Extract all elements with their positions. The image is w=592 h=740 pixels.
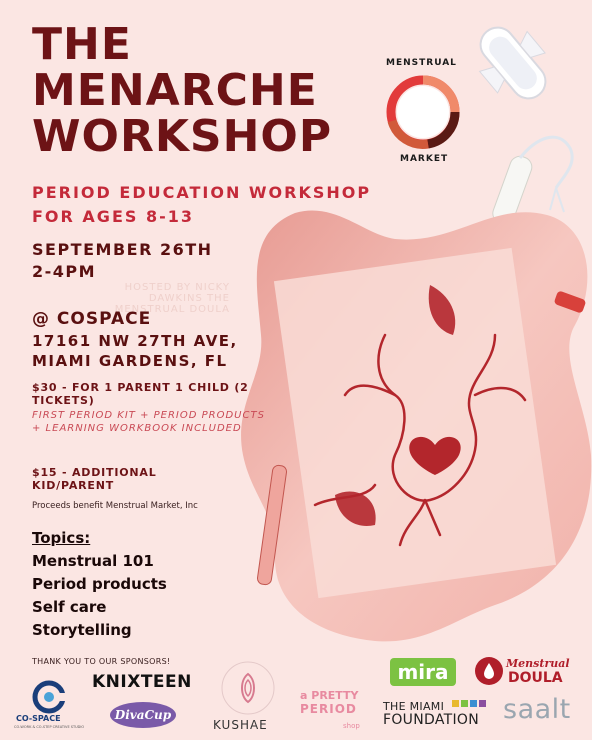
address-line-1: 17161 NW 27TH AVE,: [32, 332, 238, 350]
logo-badge-bottom: MARKET: [400, 154, 449, 164]
sponsors-heading: THANK YOU TO OUR SPONSORS!: [32, 657, 171, 666]
subtitle-line-2: FOR AGES 8-13: [32, 207, 194, 226]
sponsor-pretty-period-line-2: PERIOD: [300, 702, 357, 716]
list-item: Period products: [32, 575, 167, 593]
sponsor-pretty-period-line-1: a PRETTY: [300, 689, 359, 702]
sponsor-menstrual-doula-line-2: DOULA: [508, 670, 563, 686]
address: [32, 331, 238, 371]
event-date: SEPTEMBER 26TH: [32, 240, 213, 259]
topics-list: [32, 550, 167, 642]
list-item: Storytelling: [32, 621, 132, 639]
menstrual-market-logo: [378, 55, 468, 170]
topics-heading: Topics:: [32, 529, 91, 547]
subtitle-line-1: PERIOD EDUCATION WORKSHOP: [32, 183, 372, 202]
miami-foundation-squares-icon: [452, 700, 486, 710]
sponsor-mira: mira: [390, 658, 456, 686]
host-credit: HOSTED BY NICKY DAWKINS THE MENSTRUAL DOULA: [114, 282, 230, 315]
price-option-1: $30 - FOR 1 PARENT 1 CHILD (2 TICKETS): [32, 381, 249, 407]
sponsor-knixteen: KNIXTEEN: [92, 672, 192, 692]
sponsor-menstrual-doula-line-1: Menstrual: [506, 657, 570, 670]
workshop-photo: [225, 205, 592, 645]
title-line-1: THE: [32, 19, 132, 70]
sponsor-kushae: KUSHAE: [213, 718, 268, 732]
page-title: [32, 19, 333, 162]
sponsor-miami-foundation-line-1: THE MIAMI: [383, 700, 445, 713]
kushae-logo-icon: [220, 660, 276, 716]
sponsor-cospace-tagline: CO-WORK & CO-STEP CREATIVE STUDIO: [14, 725, 85, 729]
sponsor-divacup: DivaCup: [110, 702, 176, 728]
proceeds-note: Proceeds benefit Menstrual Market, Inc: [32, 501, 198, 511]
menstrual-doula-logo-icon: [474, 656, 504, 686]
sponsor-miami-foundation-line-2: FOUNDATION: [383, 712, 479, 728]
event-time: 2-4PM: [32, 262, 97, 281]
list-item: Menstrual 101: [32, 552, 154, 570]
list-item: Self care: [32, 598, 107, 616]
sponsor-pretty-period-line-3: shop: [343, 722, 360, 730]
sponsor-saalt: saalt: [503, 694, 571, 725]
title-line-2: MENARCHE: [32, 65, 318, 116]
cospace-logo-icon: [32, 680, 66, 714]
pad-illustration: [468, 18, 558, 108]
title-line-3: WORKSHOP: [32, 111, 333, 162]
price-option-2: $15 - ADDITIONAL KID/PARENT: [32, 466, 157, 492]
address-line-2: MIAMI GARDENS, FL: [32, 352, 228, 370]
price-option-1-includes: FIRST PERIOD KIT + PERIOD PRODUCTS + LEARNING WORKBOOK INCLUDED: [32, 410, 265, 434]
event-datetime: [32, 239, 213, 283]
sponsor-cospace: CO-SPACE: [16, 714, 61, 723]
venue: @ COSPACE: [32, 309, 152, 329]
logo-badge-top: MENSTRUAL: [386, 58, 457, 68]
